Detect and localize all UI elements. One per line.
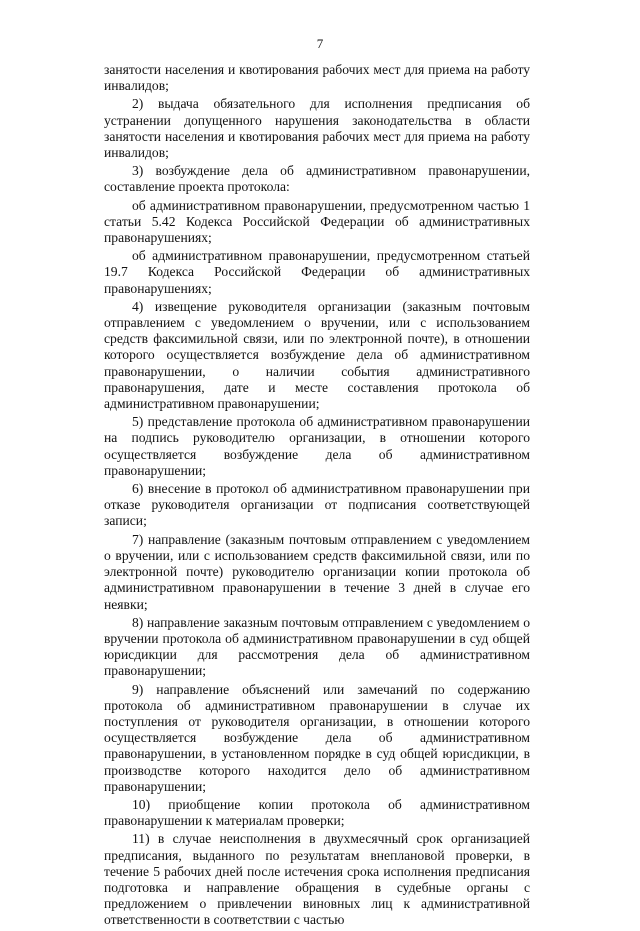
paragraph: 9) направление объяснений или замечаний по содержанию протокола об административном правонарушении в случае их поступления от руководителя организации, в отношении которого осуществляется возбуждение дела об административном правонарушении, в установленном порядке в суд общей юрисдикции, в производстве которого находится дело об административном правонарушении; bbox=[104, 681, 530, 794]
paragraph: 5) представление протокола об административном правонарушении на подпись руководителю организации, в отношении которого осуществляется возбуждение дела об административном правонарушении; bbox=[104, 414, 530, 478]
paragraph: 6) внесение в протокол об административном правонарушении при отказе руководителя организации от подписания соответствующей записи; bbox=[104, 481, 530, 529]
paragraph: 7) направление (заказным почтовым отправлением с уведомлением о вручении, или с использованием средств факсимильной связи, или по электронной почте) руководителю организации копии протокола об административном правонарушении в течение 3 дней в случае его неявки; bbox=[104, 531, 530, 612]
paragraph: 10) приобщение копии протокола об административном правонарушении к материалам проверки; bbox=[104, 796, 530, 829]
paragraph: об административном правонарушении, предусмотренном частью 1 статьи 5.42 Кодекса Российской Федерации об административных правонарушениях; bbox=[104, 197, 530, 246]
paragraph: 11) в случае неисполнения в двухмесячный срок организацией предписания, выданного по результатам внеплановой проверки, в течение 5 рабочих дней после истечения срока исполнения предписания подготовка и направление обращения в судебные органы с предложением о привлечении виновных лиц к административной ответственности в соответствии с частью bbox=[104, 831, 530, 928]
page-number: 7 bbox=[316, 36, 324, 51]
document-body bbox=[104, 62, 530, 931]
paragraph: 4) извещение руководителя организации (заказным почтовым отправлением с уведомлением о вручении, или с использованием средств факсимильной связи, или по электронной почте), в отношении которого осуществляется возбуждение дела об административном правонарушении, о наличии события административного правонарушения, дате и месте составления протокола об административном правонарушении; bbox=[104, 298, 530, 412]
paragraph: занятости населения и квотирования рабочих мест для приема на работу инвалидов; bbox=[104, 62, 530, 94]
paragraph: 3) возбуждение дела об административном правонарушении, составление проекта протокола: bbox=[104, 163, 530, 195]
paragraph: 2) выдача обязательного для исполнения предписания об устранении допущенного нарушения законодательства в области занятости населения и квотирования рабочих мест для приема на работу инвалидов; bbox=[104, 96, 530, 161]
paragraph: об административном правонарушении, предусмотренном статьей 19.7 Кодекса Российской Федерации об административных правонарушениях; bbox=[104, 248, 530, 296]
paragraph: 8) направление заказным почтовым отправлением с уведомлением о вручении протокола об административном правонарушении в суд общей юрисдикции для рассмотрения дела об административном правонарушении; bbox=[104, 614, 530, 679]
